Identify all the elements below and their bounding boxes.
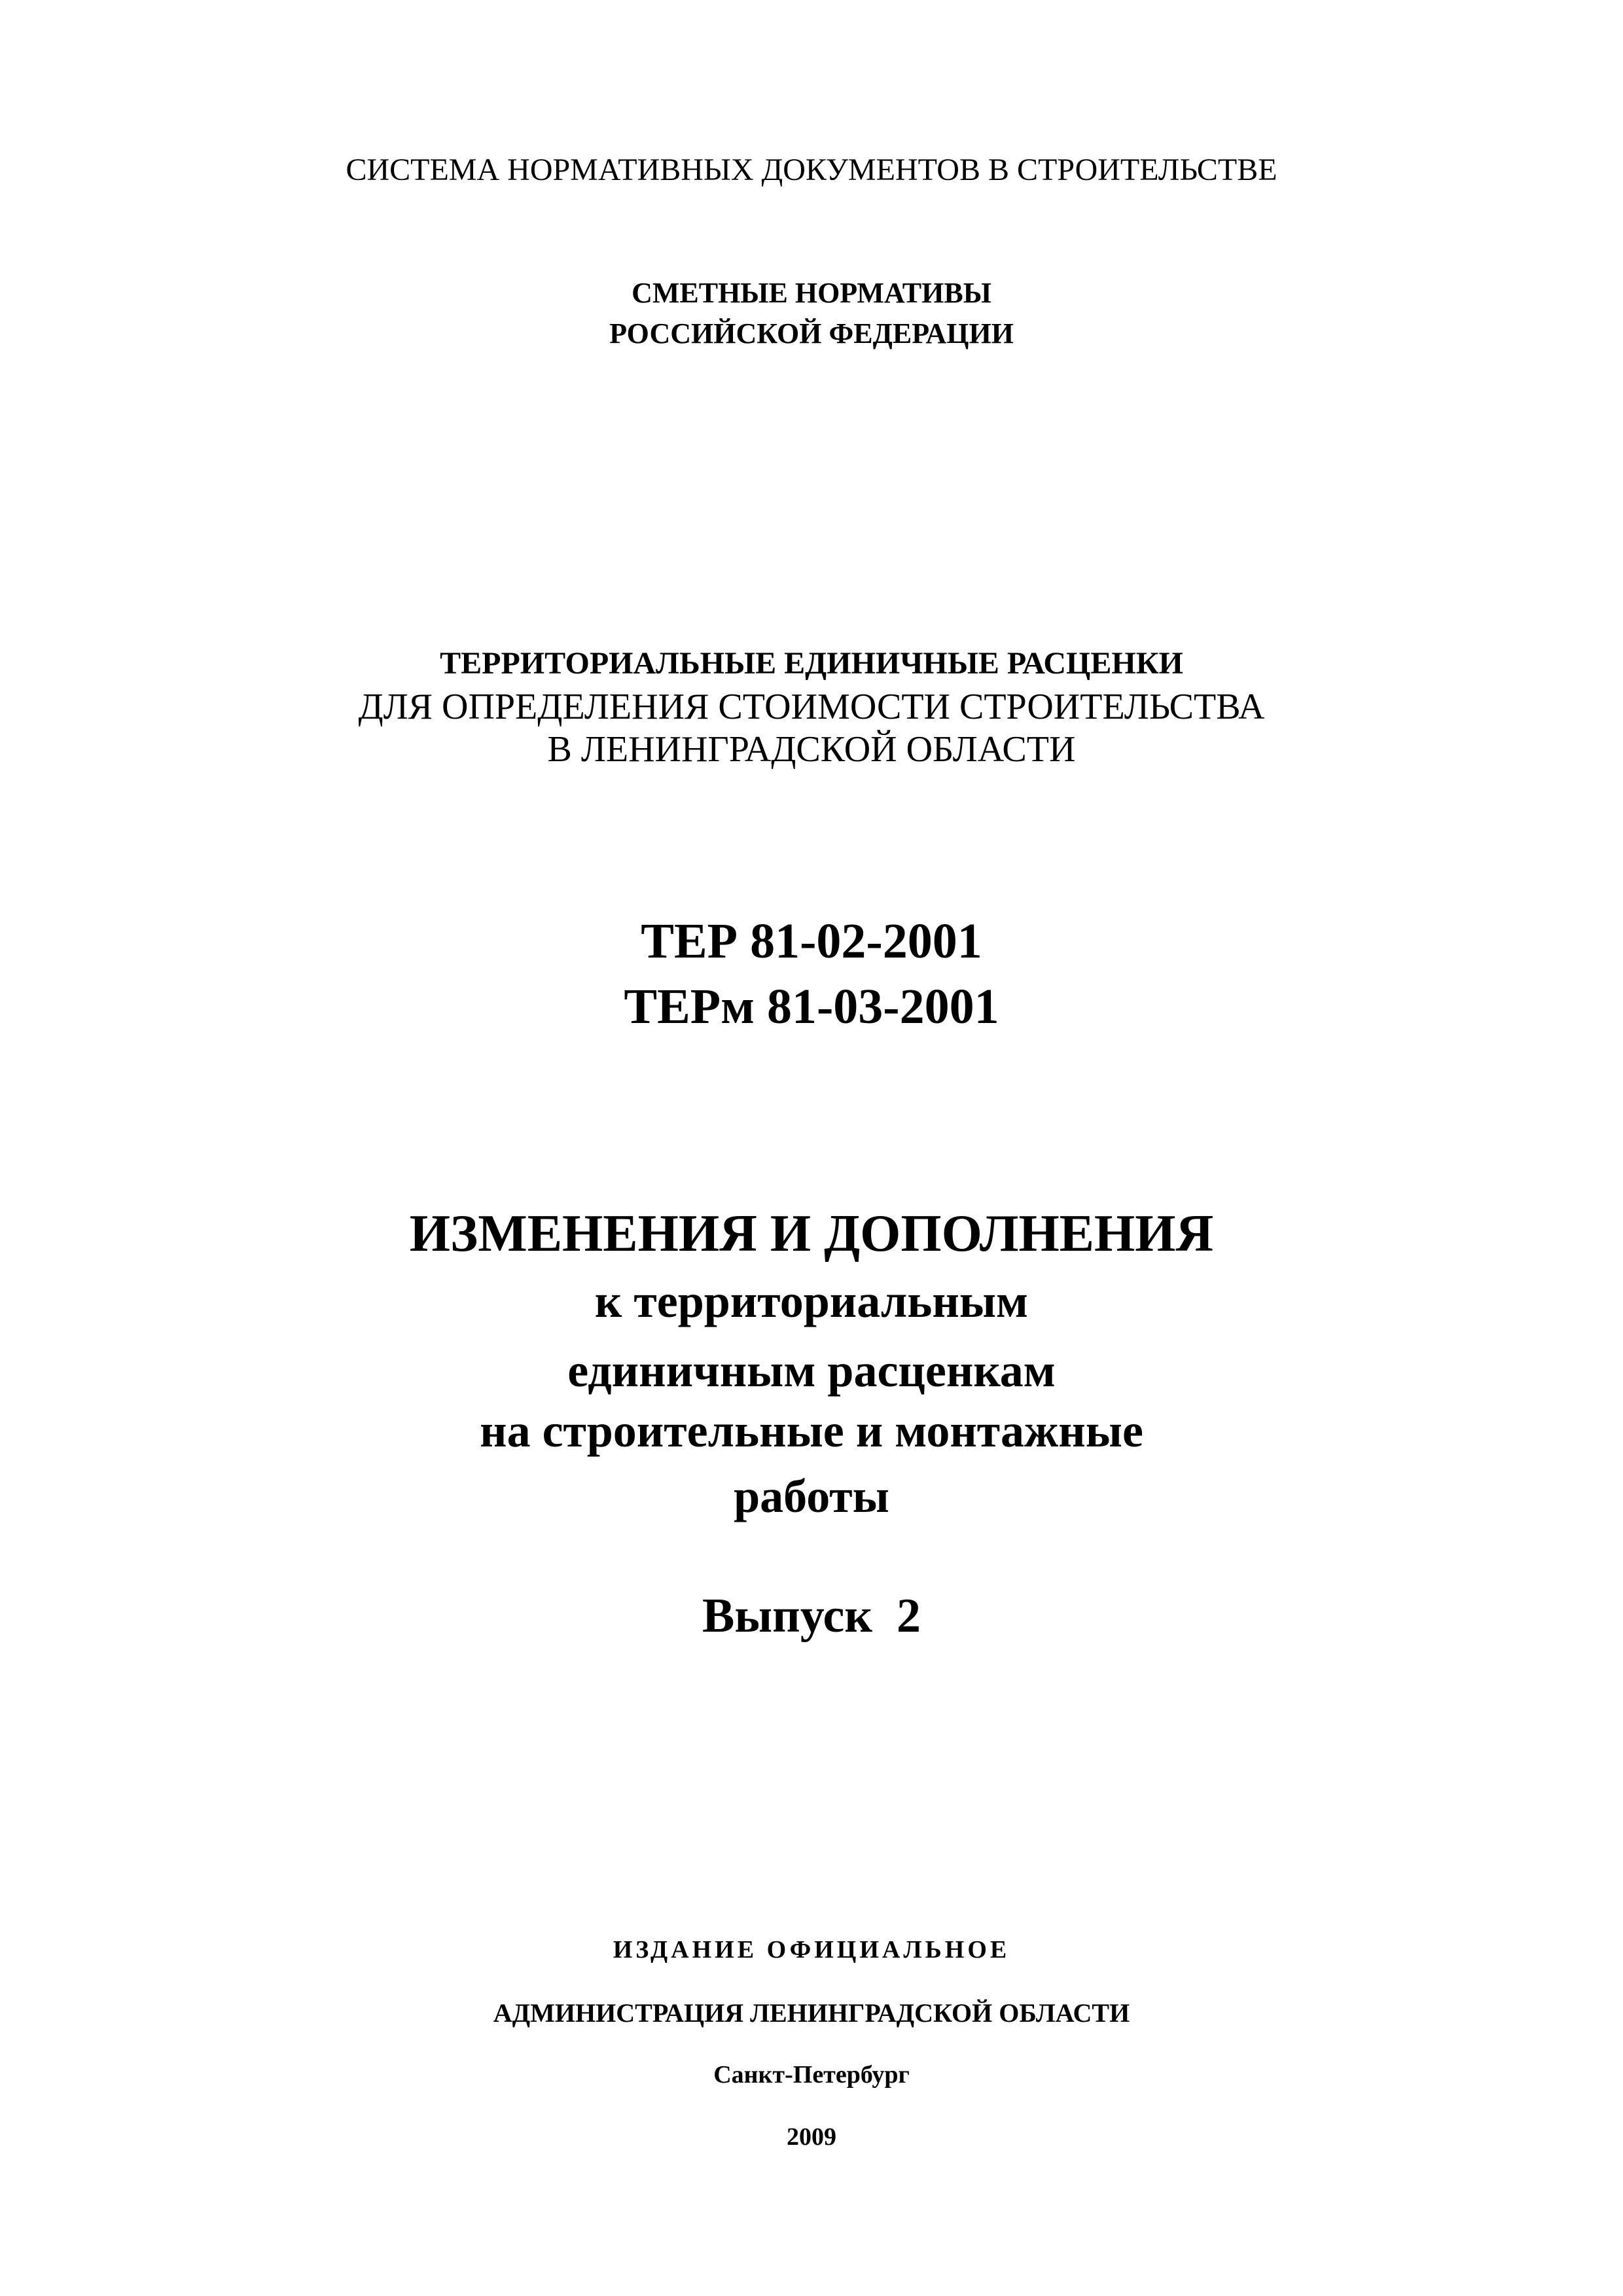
changes-subtitle-line3: на строительные и монтажные — [480, 1405, 1143, 1457]
document-code-ter: ТЕР 81-02-2001 — [641, 914, 982, 969]
document-code-term: ТЕРм 81-03-2001 — [624, 979, 999, 1034]
norms-title-line1: СМЕТНЫЕ НОРМАТИВЫ — [632, 277, 991, 309]
document-title-line3: В ЛЕНИНГРАДСКОЙ ОБЛАСТИ — [547, 729, 1076, 770]
publication-city: Санкт-Петербург — [713, 2061, 910, 2089]
changes-subtitle-line1: к территориальным — [594, 1275, 1029, 1327]
publisher-name: АДМИНИСТРАЦИЯ ЛЕНИНГРАДСКОЙ ОБЛАСТИ — [493, 1998, 1130, 2028]
changes-subtitle-line2: единичным расценкам — [567, 1344, 1056, 1397]
edition-label: ИЗДАНИЕ ОФИЦИАЛЬНОЕ — [613, 1936, 1010, 1964]
changes-heading: ИЗМЕНЕНИЯ И ДОПОЛНЕНИЯ — [409, 1205, 1214, 1263]
publication-year: 2009 — [787, 2123, 836, 2151]
issue-number: Выпуск 2 — [702, 1589, 921, 1643]
changes-subtitle-line4: работы — [734, 1470, 889, 1522]
document-title-line1: ТЕРРИТОРИАЛЬНЫЕ ЕДИНИЧНЫЕ РАСЦЕНКИ — [440, 646, 1183, 681]
document-title-line2: ДЛЯ ОПРЕДЕЛЕНИЯ СТОИМОСТИ СТРОИТЕЛЬСТВА — [358, 687, 1265, 727]
system-title: СИСТЕМА НОРМАТИВНЫХ ДОКУМЕНТОВ В СТРОИТЕЛЬСТВЕ — [346, 152, 1277, 187]
norms-title-line2: РОССИЙСКОЙ ФЕДЕРАЦИИ — [609, 317, 1014, 350]
